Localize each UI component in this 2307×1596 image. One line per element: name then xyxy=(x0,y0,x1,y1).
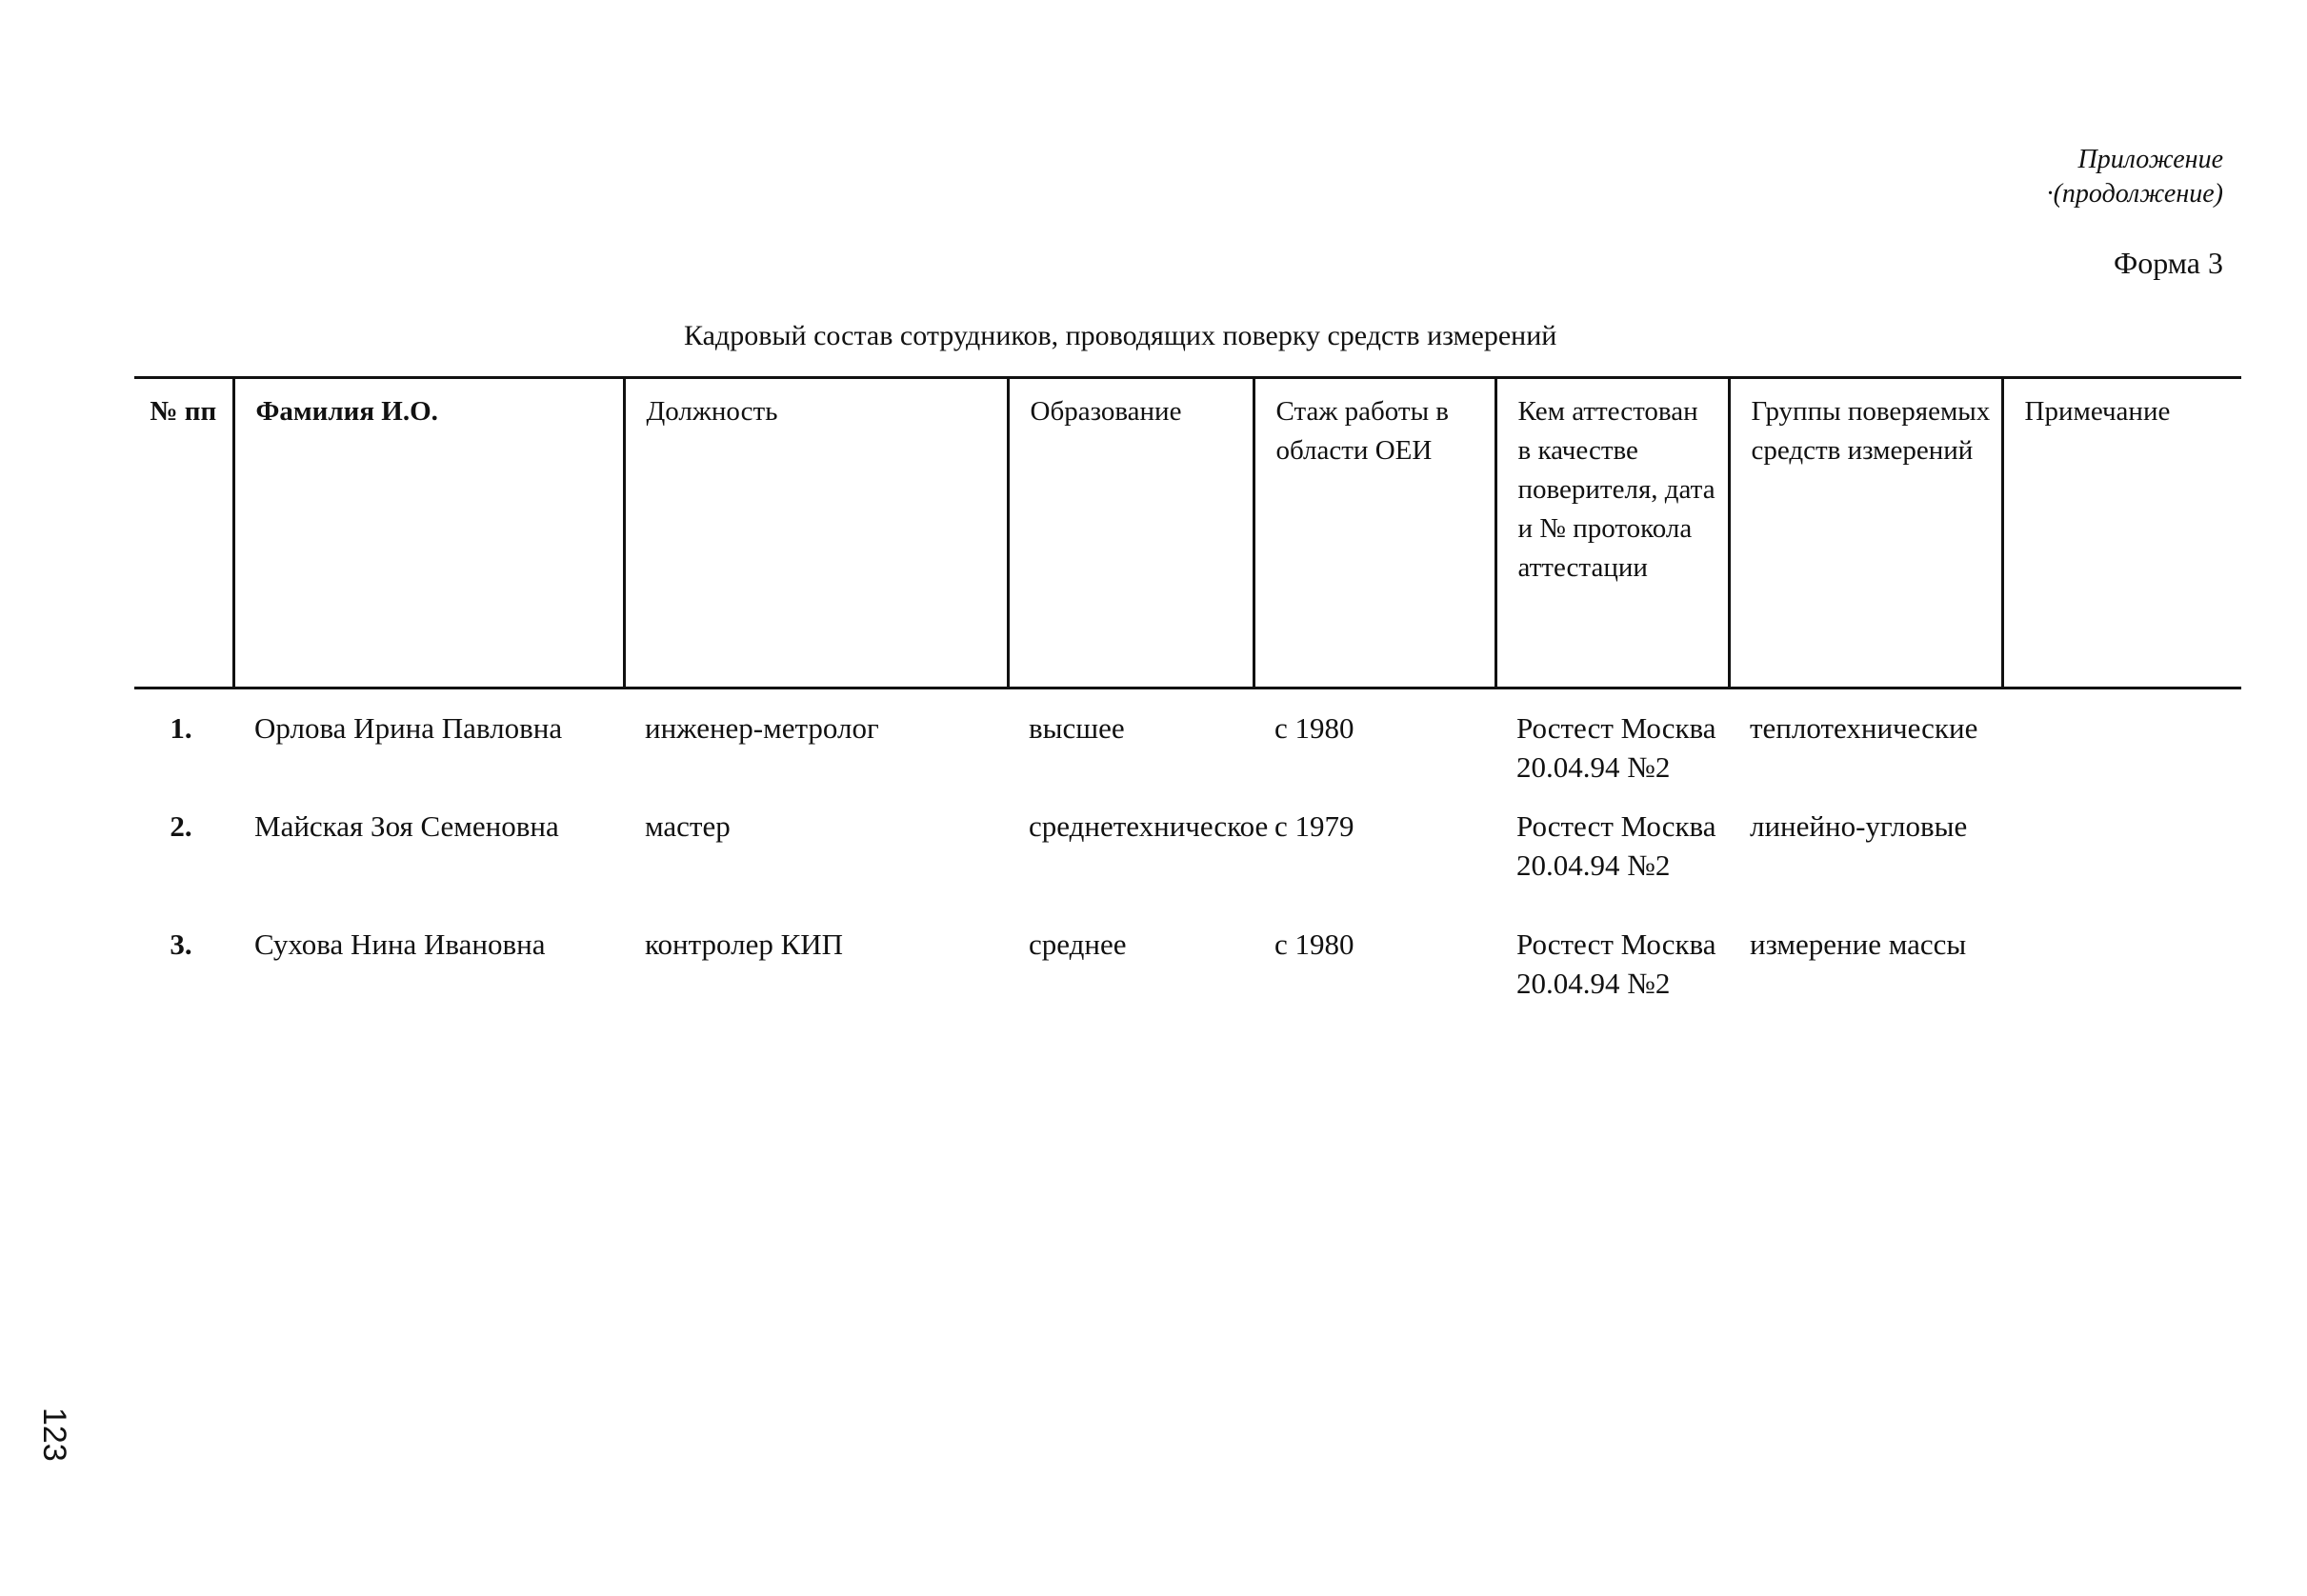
row-education: высшее xyxy=(1029,711,1125,745)
table-row xyxy=(134,925,2241,1043)
row-instrument-groups: измерение массы xyxy=(1750,927,1967,961)
header-position: Должность xyxy=(624,378,1008,688)
row-name: Орлова Ирина Павловна xyxy=(254,711,563,745)
row-note xyxy=(2002,688,2241,807)
row-experience: с 1980 xyxy=(1274,711,1354,745)
row-education: среднее xyxy=(1029,927,1127,961)
header-education: Образование xyxy=(1008,378,1254,688)
table-row xyxy=(134,688,2241,807)
staff-table-container xyxy=(134,376,2241,1043)
header-note: Примечание xyxy=(2002,378,2241,688)
header-instrument-groups: Группы поверяемых средств измерений xyxy=(1729,378,2002,688)
appendix-continuation: ·(продолжение) xyxy=(2046,179,2223,209)
table-header-row xyxy=(134,378,2241,688)
row-position: контролер КИП xyxy=(645,927,844,961)
row-note xyxy=(2002,807,2241,925)
row-experience: с 1979 xyxy=(1274,808,1354,843)
appendix-label xyxy=(2047,143,2223,211)
header-name: Фамилия И.О. xyxy=(233,378,624,688)
row-instrument-groups: линейно-угловые xyxy=(1750,808,1968,843)
staff-table xyxy=(134,376,2241,1043)
form-label: Форма 3 xyxy=(2113,246,2223,280)
page-number: 123 xyxy=(36,1407,72,1462)
row-position: мастер xyxy=(645,808,731,843)
row-attested-by: Ростест Москва 20.04.94 №2 xyxy=(1516,927,1716,1000)
table-title: Кадровый состав сотрудников, проводящих поверку средств измерений xyxy=(684,320,1557,351)
row-name: Майская Зоя Семеновна xyxy=(254,808,559,843)
row-instrument-groups: теплотехнические xyxy=(1750,711,1978,745)
row-experience: с 1980 xyxy=(1274,927,1354,961)
header-experience: Стаж работы в области ОЕИ xyxy=(1254,378,1495,688)
row-note xyxy=(2002,925,2241,1043)
row-position: инженер-метролог xyxy=(645,711,879,745)
row-education: среднетехническое xyxy=(1029,808,1269,843)
row-attested-by: Ростест Москва 20.04.94 №2 xyxy=(1516,808,1716,882)
table-row xyxy=(134,807,2241,925)
appendix-title: Приложение xyxy=(2077,145,2223,174)
row-number: 1. xyxy=(170,711,192,745)
row-number: 3. xyxy=(170,927,192,961)
header-attested-by: Кем аттестован в качестве поверителя, дата и № протокола аттестации xyxy=(1495,378,1729,688)
row-name: Сухова Нина Ивановна xyxy=(254,927,546,961)
header-number: № пп xyxy=(134,378,233,688)
row-attested-by: Ростест Москва 20.04.94 №2 xyxy=(1516,711,1716,784)
row-number: 2. xyxy=(170,808,192,843)
